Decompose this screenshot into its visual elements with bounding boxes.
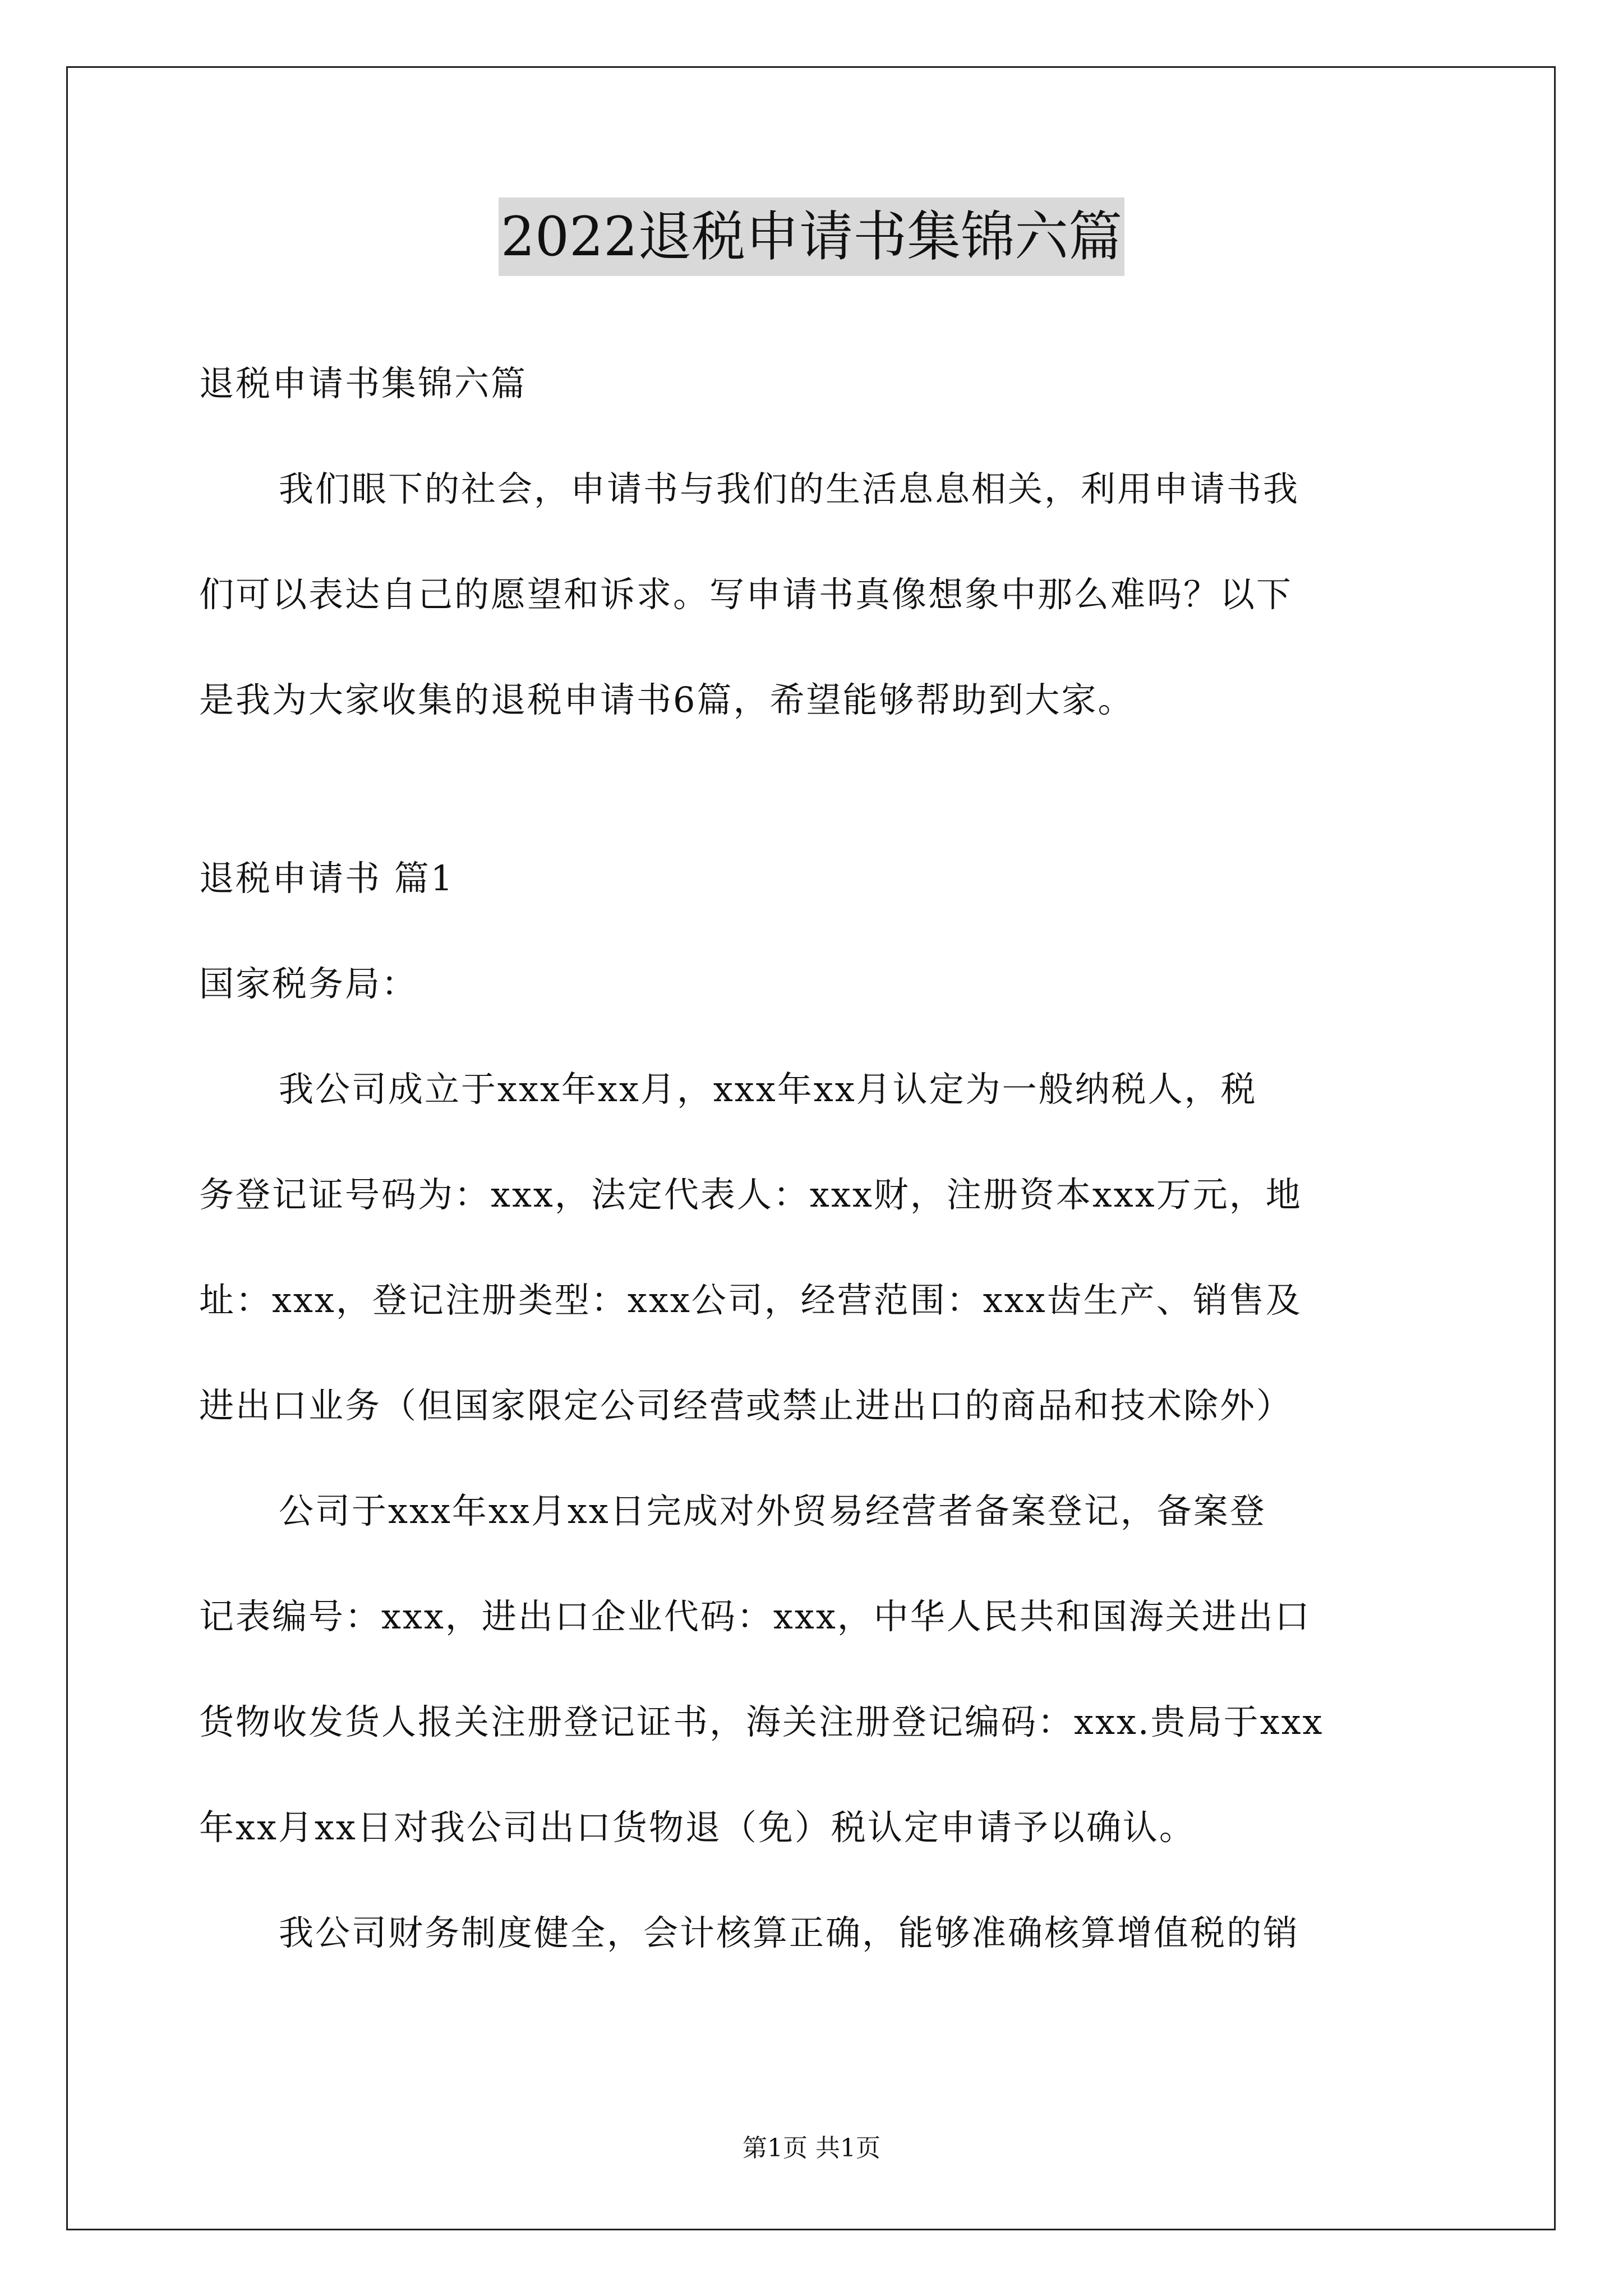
intro-heading: 退税申请书集锦六篇 bbox=[199, 363, 528, 404]
intro-line: 我们眼下的社会，申请书与我们的生活息息相关，利用申请书我 bbox=[279, 468, 1300, 509]
section-heading: 退税申请书 篇1 bbox=[199, 858, 455, 899]
paragraph-line: 进出口业务（但国家限定公司经营或禁止进出口的商品和技术除外） bbox=[199, 1385, 1293, 1426]
paragraph-line: 我公司财务制度健全，会计核算正确，能够准确核算增值税的销 bbox=[279, 1912, 1300, 1953]
paragraph-line: 货物收发货人报关注册登记证书，海关注册登记编码：xxx.贵局于xxx bbox=[199, 1701, 1324, 1742]
document-body bbox=[199, 331, 1433, 1986]
intro-line: 是我为大家收集的退税申请书6篇，希望能够帮助到大家。 bbox=[199, 679, 1135, 720]
intro-line: 们可以表达自己的愿望和诉求。写申请书真像想象中那么难吗？以下 bbox=[199, 574, 1293, 615]
section-gap bbox=[199, 753, 1433, 826]
document-title: 2022退税申请书集锦六篇 bbox=[499, 197, 1124, 276]
page-footer: 第1页 共1页 bbox=[743, 2134, 880, 2162]
paragraph-line: 公司于xxx年xx月xx日完成对外贸易经营者备案登记，备案登 bbox=[279, 1490, 1266, 1531]
paragraph-line: 记表编号：xxx，进出口企业代码：xxx，中华人民共和国海关进出口 bbox=[199, 1596, 1311, 1637]
paragraph-line: 我公司成立于xxx年xx月，xxx年xx月认定为一般纳税人，税 bbox=[279, 1069, 1257, 1110]
paragraph-line: 址：xxx，登记注册类型：xxx公司，经营范围：xxx齿生产、销售及 bbox=[199, 1280, 1302, 1320]
paragraph-line: 务登记证号码为：xxx，法定代表人：xxx财，注册资本xxx万元，地 bbox=[199, 1174, 1302, 1215]
paragraph-line: 年xx月xx日对我公司出口货物退（免）税认定申请予以确认。 bbox=[199, 1807, 1196, 1848]
title-wrap bbox=[0, 197, 1623, 276]
salutation: 国家税务局： bbox=[199, 963, 418, 1004]
